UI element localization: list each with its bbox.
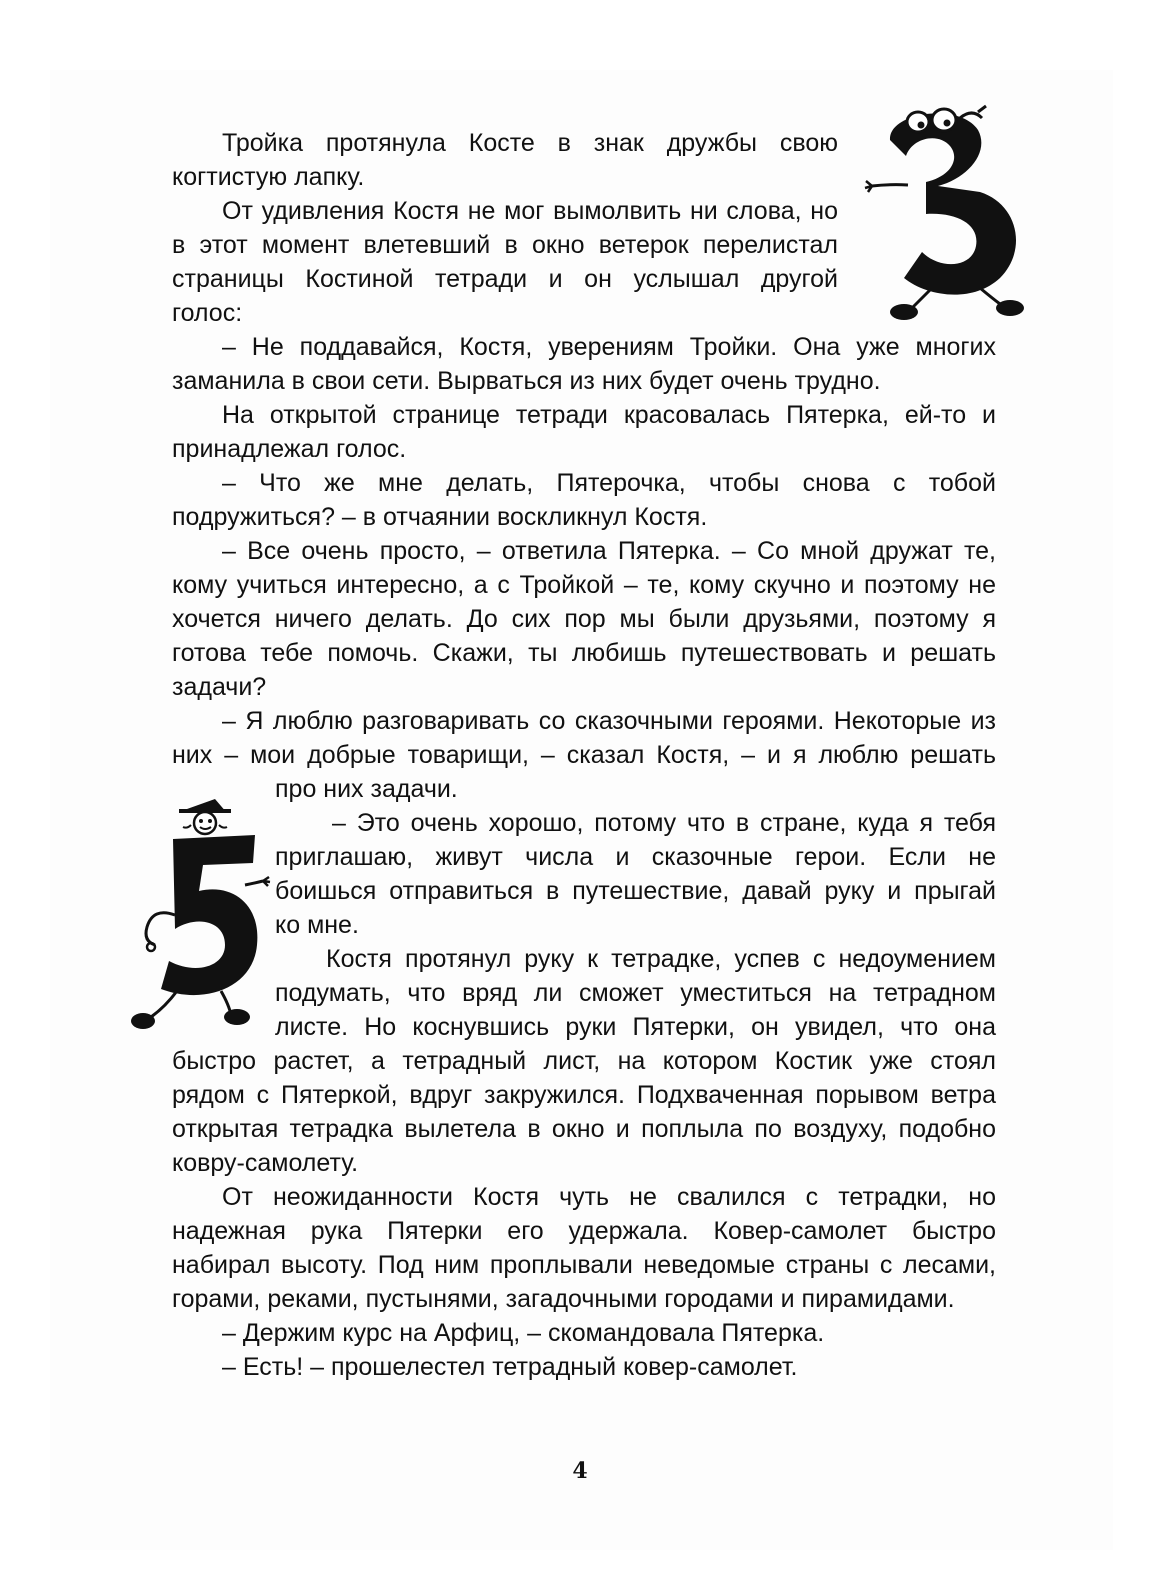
text-line: листе. Но коснувшись руки Пятерки, он увидел, что она [275, 1013, 996, 1041]
page-number: 4 [572, 1458, 588, 1484]
text-line: Тройка протянула Косте в знак дружбы свою [222, 129, 838, 157]
text-line: рядом с Пятеркой, вдруг закружился. Подхваченная порывом ветра [172, 1081, 996, 1109]
text-line: заманила в свои сети. Вырваться из них будет очень трудно. [172, 367, 881, 395]
text-line: – Есть! – прошелестел тетрадный ковер-самолет. [222, 1353, 798, 1381]
text-line: страницы Костиной тетради и он услышал другой [172, 265, 838, 293]
text-line: подумать, что вряд ли сможет уместиться на тетрадном [275, 979, 996, 1007]
text-line: голос: [172, 299, 243, 327]
text-line: них – мои добрые товарищи, – сказал Костя, – и я люблю решать [172, 741, 996, 769]
three-character-illustration [860, 100, 1030, 330]
text-line: – Все очень просто, – ответила Пятерка. – Со мной дружат те, [222, 537, 996, 565]
text-line: в этот момент влетевший в окно ветерок перелистал [172, 231, 838, 259]
text-line: подружиться? – в отчаянии воскликнул Костя. [172, 503, 708, 531]
text-line: готова тебе помочь. Скажи, ты любишь путешествовать и решать [172, 639, 996, 667]
text-line: приглашаю, живут числа и сказочные герои. Если не [275, 843, 996, 871]
text-line: – Что же мне делать, Пятерочка, чтобы снова с тобой [222, 469, 996, 497]
text-line: горами, реками, пустынями, загадочными городами и пирамидами. [172, 1285, 955, 1313]
text-line: кому учиться интересно, а с Тройкой – те, кому скучно и поэтому не [172, 571, 996, 599]
text-line: боишься отправиться в путешествие, давай руку и прыгай [275, 877, 996, 905]
text-line: про них задачи. [275, 775, 458, 803]
text-line: когтистую лапку. [172, 163, 365, 191]
text-line: открытая тетрадка вылетела в окно и поплыла по воздуху, подобно [172, 1115, 996, 1143]
text-line: От неожиданности Костя чуть не свалился с тетрадки, но [222, 1183, 996, 1211]
text-line: задачи? [172, 673, 267, 701]
text-line: – Не поддавайся, Костя, уверениям Тройки. Она уже многих [222, 333, 996, 361]
text-line: – Я люблю разговаривать со сказочными героями. Некоторые из [222, 707, 996, 735]
text-line: На открытой странице тетради красовалась Пятерка, ей-то и [222, 401, 996, 429]
five-character-illustration [125, 795, 275, 1040]
text-line: – Держим курс на Арфиц, – скомандовала Пятерка. [222, 1319, 825, 1347]
text-line: принадлежал голос. [172, 435, 407, 463]
text-line: От удивления Костя не мог вымолвить ни слова, но [222, 197, 838, 225]
text-line: ковру-самолету. [172, 1149, 359, 1177]
text-line: – Это очень хорошо, потому что в стране, куда я тебя [332, 809, 996, 837]
text-line: хочется ничего делать. До сих пор мы были друзьями, поэтому я [172, 605, 996, 633]
text-line: набирал высоту. Под ним проплывали неведомые страны с лесами, [172, 1251, 996, 1279]
text-line: ко мне. [275, 911, 359, 939]
text-line: надежная рука Пятерки его удержала. Ковер-самолет быстро [172, 1217, 996, 1245]
text-line: быстро растет, а тетрадный лист, на котором Костик уже стоял [172, 1047, 996, 1075]
text-line: Костя протянул руку к тетрадке, успев с недоумением [326, 945, 996, 973]
